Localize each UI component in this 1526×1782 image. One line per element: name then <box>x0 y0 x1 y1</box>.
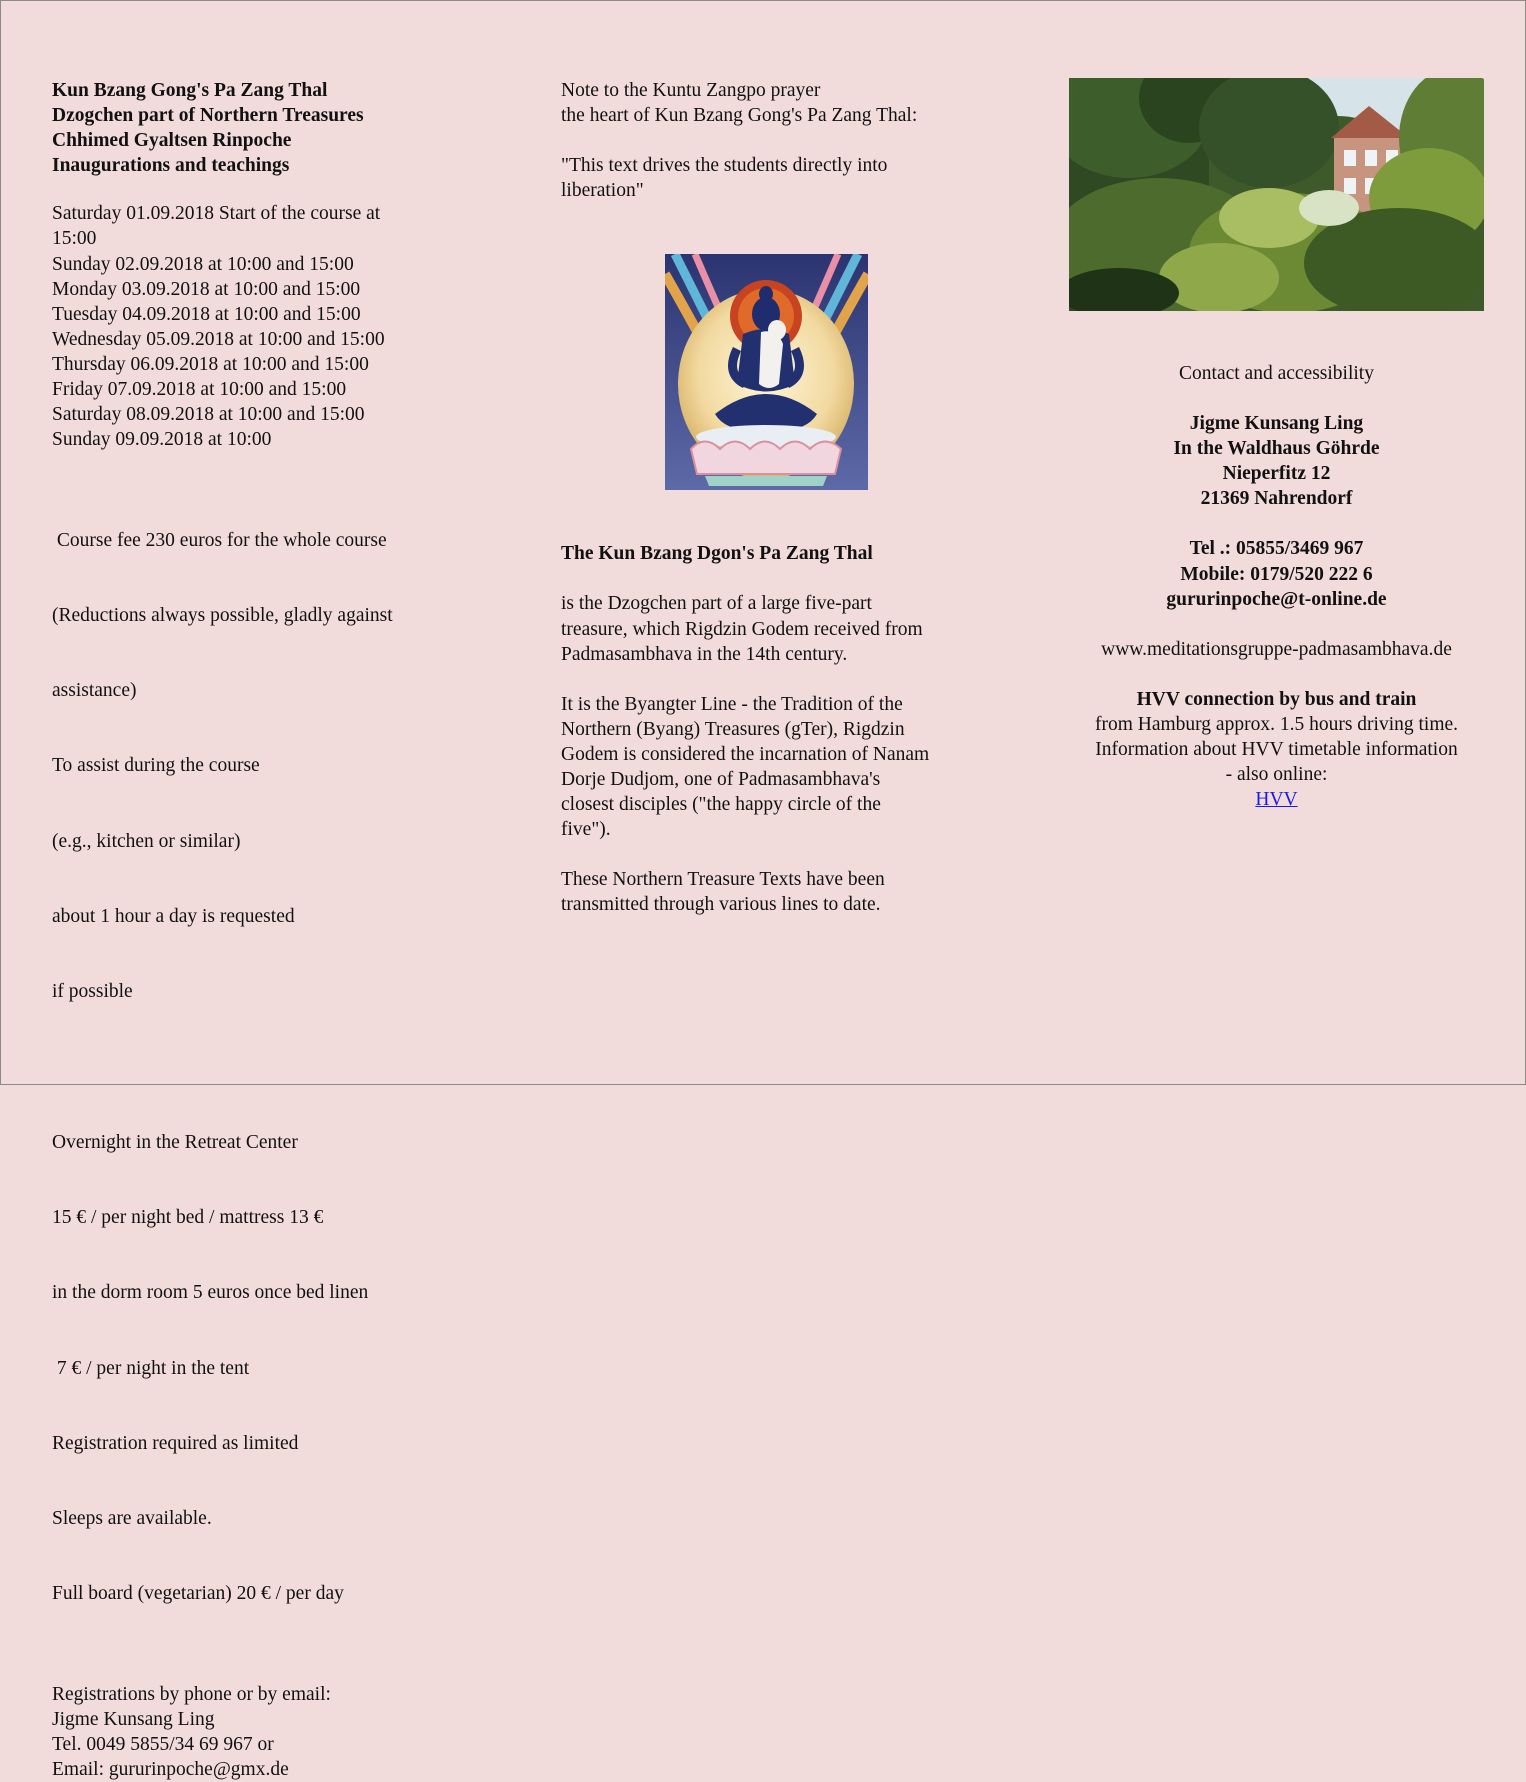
overnight-line: Overnight in the Retreat Center <box>52 1131 298 1153</box>
address-line: 21369 Nahrendorf <box>1200 488 1353 510</box>
phone-line: Mobile: 0179/520 222 6 <box>1180 563 1373 585</box>
schedule-line: Tuesday 04.09.2018 at 10:00 and 15:00 <box>52 303 361 325</box>
fee-line: Course fee 230 euros for the whole course <box>52 529 387 551</box>
overnight-info <box>52 1079 452 1656</box>
title-line: Kun Bzang Gong's Pa Zang Thal <box>52 80 328 101</box>
hvv-link[interactable]: HVV <box>1255 789 1298 811</box>
address-line: In the Waldhaus Göhrde <box>1173 438 1380 460</box>
quote-line: "This text drives the students directly into <box>561 155 888 177</box>
retreat-center-photo <box>1069 78 1484 311</box>
schedule-line: Wednesday 05.09.2018 at 10:00 and 15:00 <box>52 328 385 350</box>
address-line: Nieperfitz 12 <box>1222 463 1331 485</box>
schedule-line: 15:00 <box>52 228 97 250</box>
prayer-quote <box>561 153 981 203</box>
hvv-line: Information about HVV timetable information <box>1095 739 1458 761</box>
phone-block <box>1069 536 1484 611</box>
prayer-note <box>561 78 981 128</box>
hvv-info <box>1069 712 1484 787</box>
website-text: www.meditationsgruppe-padmasambhava.de <box>1101 638 1452 660</box>
address-block <box>1069 411 1484 511</box>
para-line: transmitted through various lines to date. <box>561 894 881 916</box>
para-line: Padmasambhava in the 14th century. <box>561 643 848 665</box>
email-line: gururinpoche@t-online.de <box>1166 588 1387 610</box>
address-line: Jigme Kunsang Ling <box>1189 413 1364 435</box>
overnight-line: Registration required as limited <box>52 1432 299 1454</box>
title-line: Inaugurations and teachings <box>52 155 290 177</box>
title-line: Chhimed Gyaltsen Rinpoche <box>52 130 292 152</box>
paragraph-lineage <box>561 692 981 843</box>
course-schedule <box>52 201 452 452</box>
registration-line: Registrations by phone or by email: <box>52 1683 331 1705</box>
overnight-line: Full board (vegetarian) 20 € / per day <box>52 1583 344 1605</box>
hvv-heading: HVV connection by bus and train <box>1136 688 1417 710</box>
right-column <box>1069 78 1484 812</box>
registration-info <box>52 1682 452 1782</box>
schedule-line: Saturday 01.09.2018 Start of the course at <box>52 203 381 225</box>
fee-line: (Reductions always possible, gladly against <box>52 604 393 626</box>
overnight-line: 7 € / per night in the tent <box>52 1357 250 1379</box>
para-line: These Northern Treasure Texts have been <box>561 869 885 891</box>
fee-line: (e.g., kitchen or similar) <box>52 830 241 852</box>
schedule-line: Monday 03.09.2018 at 10:00 and 15:00 <box>52 278 361 300</box>
middle-column <box>561 78 981 918</box>
fee-line: To assist during the course <box>52 755 260 777</box>
schedule-line: Thursday 06.09.2018 at 10:00 and 15:00 <box>52 353 369 375</box>
schedule-line: Sunday 09.09.2018 at 10:00 <box>52 429 272 451</box>
para-line: Dorje Dudjom, one of Padmasambhava's <box>561 769 881 791</box>
para-line: five"). <box>561 819 611 841</box>
schedule-line: Sunday 02.09.2018 at 10:00 and 15:00 <box>52 253 354 275</box>
title-line: Dzogchen part of Northern Treasures <box>52 105 364 127</box>
deity-image <box>665 254 868 490</box>
hvv-line: from Hamburg approx. 1.5 hours driving time. <box>1094 713 1459 735</box>
registration-line: Tel. 0049 5855/34 69 967 or <box>52 1733 274 1755</box>
course-fee <box>52 477 452 1054</box>
para-line: It is the Byangter Line - the Tradition of the <box>561 693 903 715</box>
para-line: Northern (Byang) Treasures (gTer), Rigdzin <box>561 718 905 740</box>
section-heading: The Kun Bzang Dgon's Pa Zang Thal <box>561 543 873 565</box>
para-line: is the Dzogchen part of a large five-part <box>561 593 872 615</box>
schedule-line: Friday 07.09.2018 at 10:00 and 15:00 <box>52 379 347 401</box>
quote-line: liberation" <box>561 180 644 202</box>
note-line: Note to the Kuntu Zangpo prayer <box>561 80 821 101</box>
fee-line: if possible <box>52 981 133 1003</box>
registration-line: Jigme Kunsang Ling <box>52 1708 215 1730</box>
para-line: closest disciples ("the happy circle of the <box>561 794 881 816</box>
paragraph-transmission <box>561 867 981 917</box>
left-column <box>52 78 452 1782</box>
overnight-line: in the dorm room 5 euros once bed linen <box>52 1282 369 1304</box>
fee-line: assistance) <box>52 680 137 702</box>
contact-heading: Contact and accessibility <box>1179 363 1374 384</box>
hvv-line: - also online: <box>1225 764 1328 786</box>
course-title <box>52 78 452 178</box>
overnight-line: 15 € / per night bed / mattress 13 € <box>52 1206 324 1228</box>
paragraph-origin <box>561 591 981 666</box>
note-line: the heart of Kun Bzang Gong's Pa Zang Thal: <box>561 105 918 127</box>
registration-line: Email: gururinpoche@gmx.de <box>52 1758 289 1780</box>
overnight-line: Sleeps are available. <box>52 1508 212 1530</box>
schedule-line: Saturday 08.09.2018 at 10:00 and 15:00 <box>52 404 365 426</box>
para-line: Godem is considered the incarnation of Nanam <box>561 743 930 765</box>
fee-line: about 1 hour a day is requested <box>52 905 295 927</box>
para-line: treasure, which Rigdzin Godem received from <box>561 618 923 640</box>
phone-line: Tel .: 05855/3469 967 <box>1189 538 1364 560</box>
